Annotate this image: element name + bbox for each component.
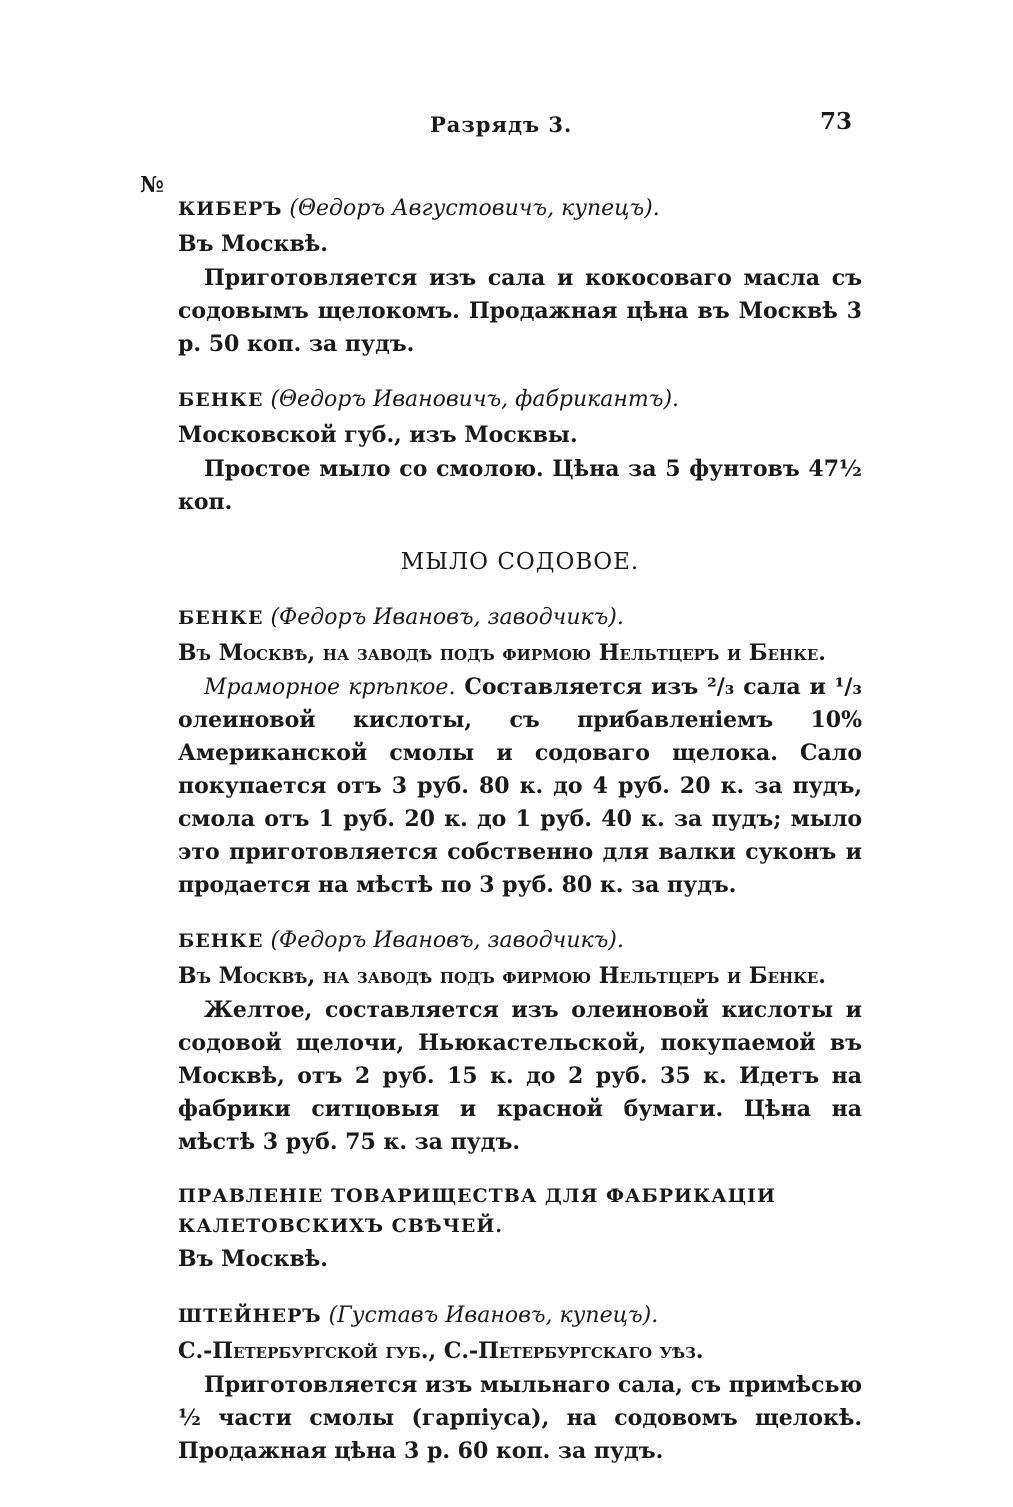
entry-description: (Федоръ Ивановъ, заводчикъ). xyxy=(270,605,624,630)
entry-name: КИБЕРЪ xyxy=(178,198,283,220)
entry-description: (Густавъ Ивановъ, купецъ). xyxy=(328,1303,659,1328)
entry-text: Приготовляется изъ мыльнаго сала, съ примѣсью ½ части смолы (гарпіуса), на содовомъ щелокѣ. Продажная цѣна 3 р. 60 коп. за пудъ. xyxy=(178,1372,862,1464)
entry-location: Въ Москвѣ. xyxy=(178,231,328,257)
page-content xyxy=(178,192,862,1490)
entry-location: Въ Москвѣ. xyxy=(178,1246,328,1272)
entry-heading xyxy=(178,383,862,417)
entry-name: БЕНКЕ xyxy=(178,389,264,411)
entry-text xyxy=(178,671,862,902)
entry-text: Приготовляется изъ сала и кокосоваго масла съ содовымъ щелокомъ. Продажная цѣна въ Москвѣ 3 р. 50 коп. за пудъ. xyxy=(178,265,862,357)
entry-kiber xyxy=(178,192,862,361)
entry-location: Въ Москвѣ, на заводѣ подъ фирмою Нельтцеръ и Бенке. xyxy=(178,640,826,666)
entry-benke-3 xyxy=(178,924,862,1159)
entry-heading xyxy=(178,924,862,958)
entry-name: БЕНКЕ xyxy=(178,930,264,952)
entry-benke-2 xyxy=(178,601,862,902)
entry-description: (Θедоръ Августовичъ, купецъ). xyxy=(289,196,660,221)
entry-heading xyxy=(178,601,862,635)
page-number: 73 xyxy=(820,108,853,135)
entry-body: Составляется изъ ²/₃ сала и ¹/₃ олеиновой кислоты, съ прибавленіемъ 10% Американской смолы и содоваго щелока. Сало покупается отъ 3 руб. 80 к. до 4 руб. 20 к. за пудъ, смола отъ 1 руб. 20 к. до 1 руб. 40 к. за пудъ; мыло это приготовляется собственно для валки суконъ и продается на мѣстѣ по 3 руб. 80 к. за пудъ. xyxy=(178,674,863,898)
entry-shteiner xyxy=(178,1299,862,1468)
entry-location: С.-Петербургской губ., С.-Петербургскаго уѣз. xyxy=(178,1338,704,1364)
entry-heading xyxy=(178,192,862,226)
entry-name: БЕНКЕ xyxy=(178,607,264,629)
running-header: Разрядъ 3. xyxy=(430,112,573,137)
entry-benke-1 xyxy=(178,383,862,519)
entry-pravlenie xyxy=(178,1181,862,1277)
number-sign: № xyxy=(140,172,164,198)
organization-name: ПРАВЛЕНІЕ ТОВАРИЩЕСТВА ДЛЯ ФАБРИКАЦІИ КАЛЕТОВСКИХЪ СВѢЧЕЙ. xyxy=(178,1185,776,1237)
entry-text: Простое мыло со смолою. Цѣна за 5 фунтовъ 47½ коп. xyxy=(178,456,862,515)
entry-heading xyxy=(178,1299,862,1333)
entry-lead: Мраморное крѣпкое. xyxy=(204,675,456,700)
entry-location: Московской губ., изъ Москвы. xyxy=(178,422,578,448)
entry-description: (Федоръ Ивановъ, заводчикъ). xyxy=(270,928,624,953)
entry-text: Желтое, составляется изъ олеиновой кислоты и содовой щелочи, Ньюкастельской, покупаемой въ Москвѣ, отъ 2 руб. 15 к. до 2 руб. 35 к. Идетъ на фабрики ситцовыя и красной бумаги. Цѣна на мѣстѣ 3 руб. 75 к. за пудъ. xyxy=(178,997,862,1155)
entry-location: Въ Москвѣ, на заводѣ подъ фирмою Нельтцеръ и Бенке. xyxy=(178,963,826,989)
section-title: МЫЛО СОДОВОЕ. xyxy=(400,549,640,575)
entry-name: ШТЕЙНЕРЪ xyxy=(178,1305,322,1327)
entry-description: (Θедоръ Ивановичъ, фабрикантъ). xyxy=(270,387,680,412)
